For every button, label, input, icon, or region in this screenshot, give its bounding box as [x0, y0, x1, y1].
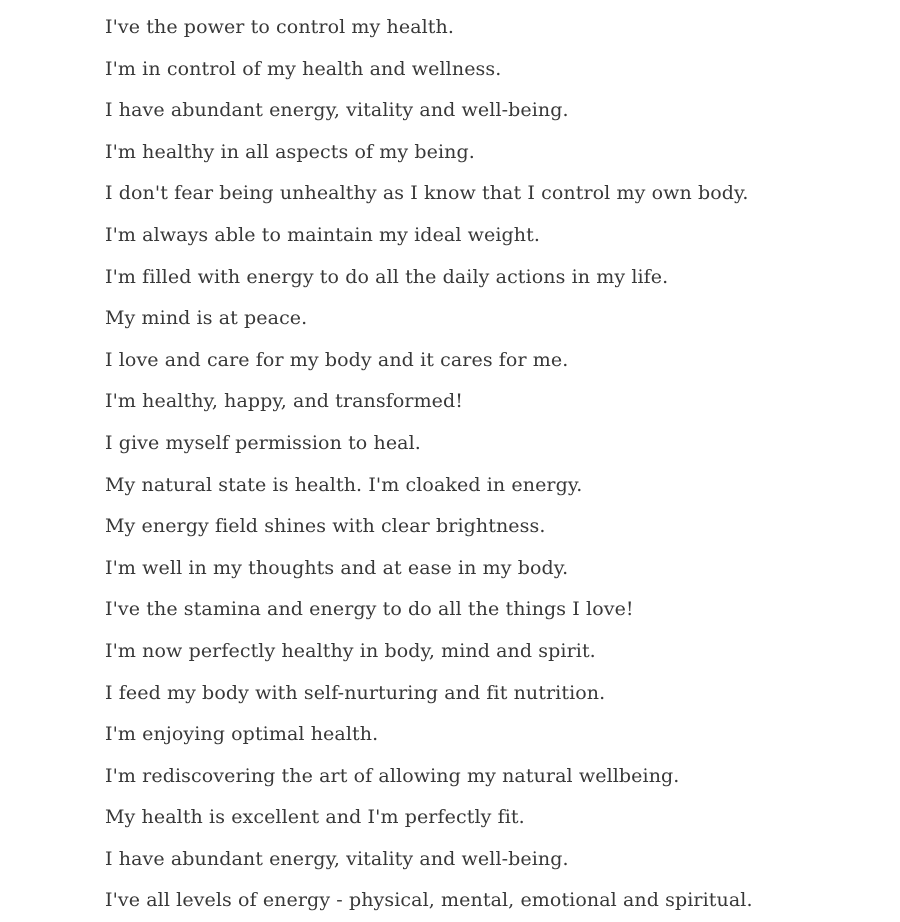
affirmation-line: I'm in control of my health and wellness. [105, 57, 502, 80]
affirmation-line: I'm enjoying optimal health. [105, 723, 379, 746]
affirmation-line: My health is excellent and I'm perfectly fit. [105, 806, 525, 829]
affirmation-line: I have abundant energy, vitality and well-being. [105, 99, 569, 122]
affirmation-line: I'm filled with energy to do all the daily actions in my life. [105, 265, 669, 288]
affirmation-line: I feed my body with self-nurturing and fit nutrition. [105, 681, 606, 704]
affirmation-line: I'm healthy, happy, and transformed! [105, 390, 464, 413]
affirmation-line: I've all levels of energy - physical, mental, emotional and spiritual. [105, 889, 753, 912]
affirmation-line: My energy field shines with clear brightness. [105, 515, 546, 538]
affirmation-line: My natural state is health. I'm cloaked in energy. [105, 473, 583, 496]
affirmation-line: I've the power to control my health. [105, 16, 455, 38]
affirmation-line: I don't fear being unhealthy as I know that I control my own body. [105, 182, 749, 205]
affirmation-line: I love and care for my body and it cares for me. [105, 348, 569, 371]
affirmation-line: I'm now perfectly healthy in body, mind and spirit. [105, 639, 596, 662]
affirmation-line: My mind is at peace. [105, 307, 308, 330]
affirmation-line: I give myself permission to heal. [105, 431, 421, 454]
affirmation-line: I have abundant energy, vitality and well-being. [105, 847, 569, 870]
affirmation-line: I'm always able to maintain my ideal weight. [105, 223, 541, 246]
affirmation-line: I'm healthy in all aspects of my being. [105, 140, 475, 163]
affirmation-line: I'm rediscovering the art of allowing my natural wellbeing. [105, 764, 680, 787]
affirmation-line: I've the stamina and energy to do all the things I love! [105, 598, 634, 621]
affirmation-line: I'm well in my thoughts and at ease in my body. [105, 556, 569, 579]
